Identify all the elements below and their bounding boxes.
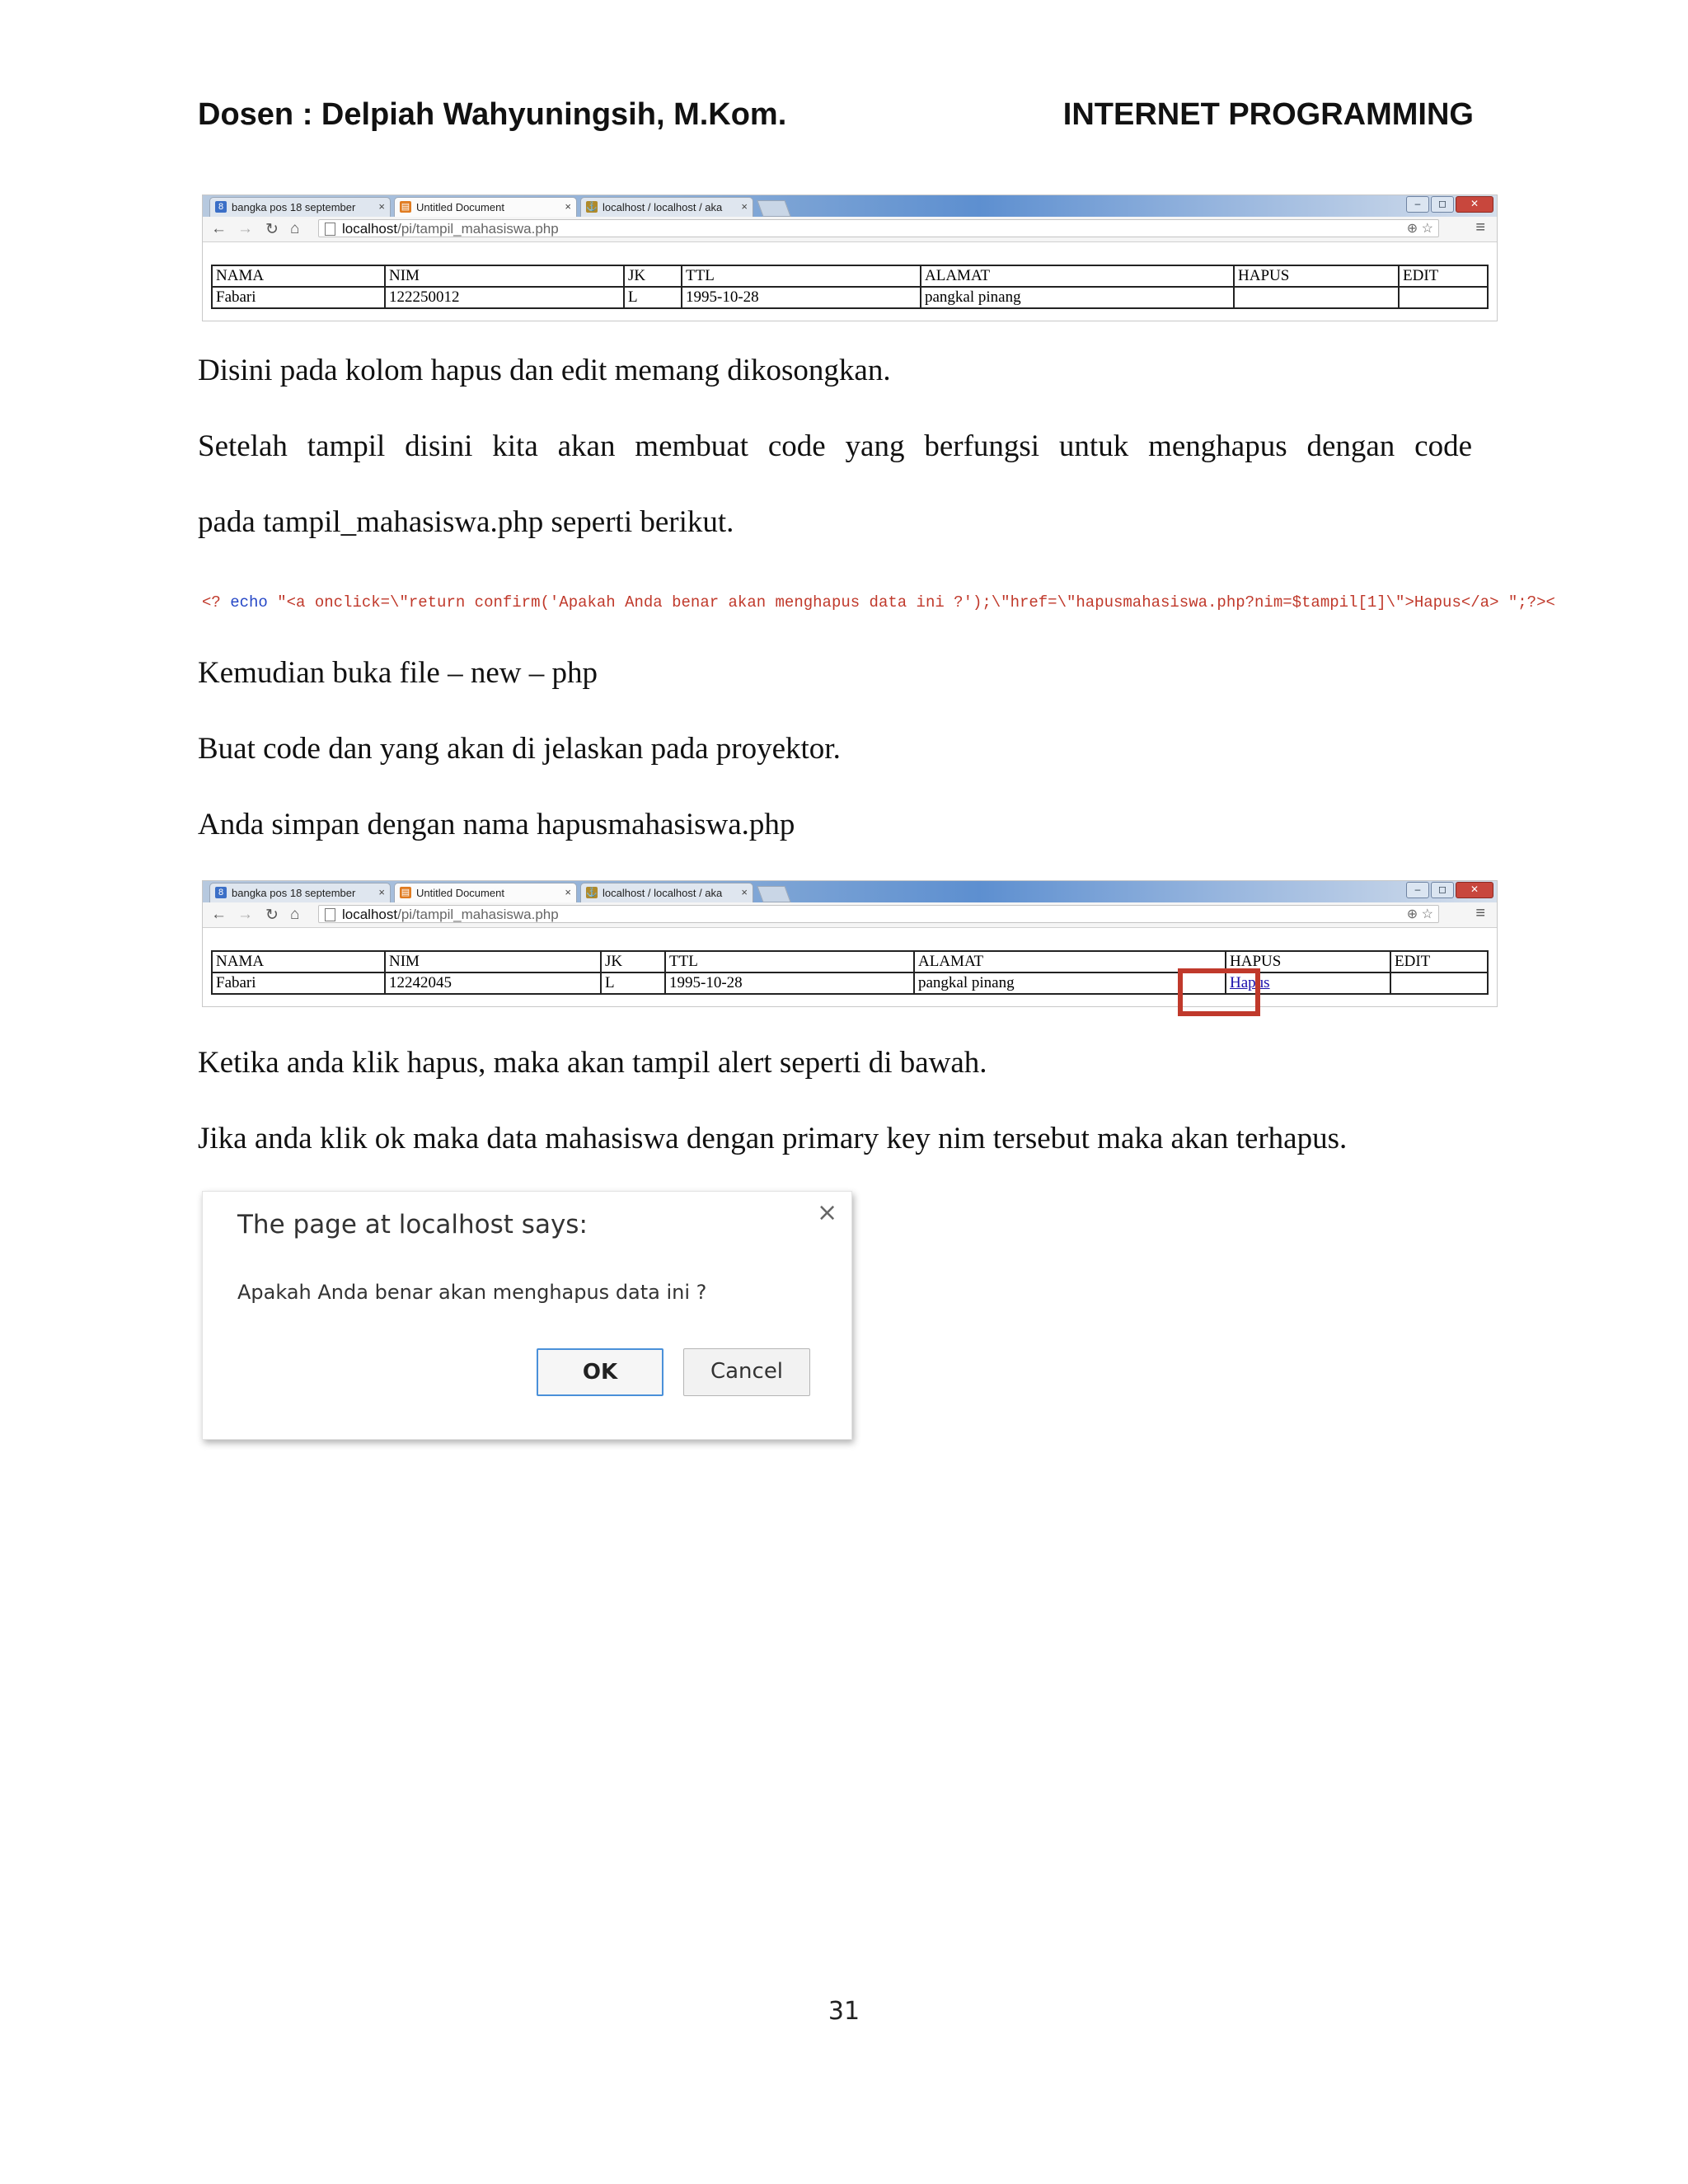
address-bar[interactable]: [318, 905, 1439, 923]
table-header: TTL: [682, 265, 921, 287]
table-header: NAMA: [212, 951, 385, 972]
table-header: TTL: [665, 951, 914, 972]
home-icon[interactable]: ⌂: [290, 220, 300, 237]
code-keyword: echo: [230, 593, 268, 612]
reload-icon[interactable]: ↻: [265, 907, 279, 924]
close-icon[interactable]: ×: [378, 200, 385, 213]
ok-button[interactable]: OK: [537, 1348, 663, 1396]
table-header: ALAMAT: [921, 265, 1234, 287]
google-icon: 8: [215, 201, 227, 213]
table-header: NIM: [385, 265, 624, 287]
document-icon: ▤: [401, 888, 410, 898]
tab-localhost[interactable]: [580, 883, 753, 902]
table-cell: 1995-10-28: [682, 287, 921, 308]
table-header: NAMA: [212, 265, 385, 287]
tab-bangka-pos[interactable]: [209, 197, 391, 217]
highlight-box: [1178, 968, 1260, 1016]
tab-strip: [203, 881, 1497, 902]
table-cell: L: [624, 287, 682, 308]
phpmyadmin-icon: ⚓: [586, 888, 598, 898]
google-icon: 8: [215, 887, 227, 898]
table-header-row: [212, 265, 1488, 287]
browser-toolbar: [203, 902, 1497, 928]
table-header: EDIT: [1399, 265, 1488, 287]
header-author: Dosen : Delpiah Wahyuningsih, M.Kom.: [198, 97, 787, 132]
browser-screenshot-1: [202, 194, 1498, 321]
browser-toolbar: [203, 217, 1497, 242]
hapus-link[interactable]: Hapus: [1230, 974, 1270, 991]
url-host: localhost: [342, 907, 398, 922]
code-open-tag: <?: [202, 593, 221, 612]
table-header: ALAMAT: [914, 951, 1226, 972]
minimize-icon[interactable]: –: [1406, 196, 1429, 213]
minimize-icon[interactable]: –: [1406, 882, 1429, 898]
mahasiswa-table-1: [211, 265, 1489, 309]
confirm-dialog: [202, 1191, 852, 1440]
table-header: JK: [624, 265, 682, 287]
url-path: /pi/tampil_mahasiswa.php: [397, 221, 559, 237]
close-icon[interactable]: ×: [565, 886, 571, 898]
tab-bangka-pos[interactable]: [209, 883, 391, 902]
table-row: [212, 972, 1488, 994]
table-header: NIM: [385, 951, 601, 972]
reload-icon[interactable]: ↻: [265, 221, 279, 238]
browser-screenshot-2: [202, 880, 1498, 1007]
document-icon: ▤: [401, 202, 410, 212]
table-header: HAPUS: [1226, 951, 1390, 972]
tab-label: localhost / localhost / aka: [603, 201, 723, 213]
table-header: HAPUS: [1234, 265, 1399, 287]
page-icon: [325, 908, 335, 921]
page-number: 31: [828, 1997, 860, 2026]
table-cell: [1399, 287, 1488, 308]
tab-untitled-document[interactable]: [394, 883, 577, 902]
paragraph-1: Disini pada kolom hapus dan edit memang dikosongkan.: [198, 354, 891, 387]
page-icon: [325, 223, 335, 236]
tab-label: bangka pos 18 september: [232, 201, 356, 213]
paragraph-7: Jika anda klik ok maka data mahasiswa dengan primary key nim tersebut maka akan terhapus.: [198, 1122, 1348, 1155]
code-snippet: [202, 593, 1555, 612]
table-cell: 1995-10-28: [665, 972, 914, 994]
zoom-star-icons[interactable]: ⊕ ☆: [1406, 907, 1433, 921]
table-cell: [1234, 287, 1399, 308]
mahasiswa-table-2: [211, 950, 1489, 995]
dialog-title: The page at localhost says:: [237, 1210, 588, 1240]
table-header: JK: [601, 951, 665, 972]
url-path: /pi/tampil_mahasiswa.php: [397, 907, 559, 922]
paragraph-6: Ketika anda klik hapus, maka akan tampil alert seperti di bawah.: [198, 1046, 987, 1080]
window-controls: [1406, 196, 1493, 213]
paragraph-2-line-2: pada tampil_mahasiswa.php seperti berikut.: [198, 505, 734, 539]
table-cell: L: [601, 972, 665, 994]
maximize-icon[interactable]: ◻: [1431, 196, 1454, 213]
menu-icon[interactable]: ≡: [1475, 904, 1485, 922]
forward-arrow-icon[interactable]: →: [237, 906, 253, 923]
tab-label: bangka pos 18 september: [232, 887, 356, 899]
tab-untitled-document[interactable]: [394, 197, 577, 217]
table-cell: [1390, 972, 1488, 994]
home-icon[interactable]: ⌂: [290, 906, 300, 923]
table-cell: 12242045: [385, 972, 601, 994]
address-bar[interactable]: [318, 219, 1439, 237]
window-close-icon[interactable]: ✕: [1456, 196, 1493, 213]
window-controls: [1406, 882, 1493, 898]
table-row: [212, 287, 1488, 308]
back-arrow-icon[interactable]: ←: [211, 220, 227, 237]
dialog-message: Apakah Anda benar akan menghapus data ini ?: [237, 1281, 707, 1304]
table-cell: Fabari: [212, 287, 385, 308]
new-tab-button[interactable]: [757, 200, 790, 217]
close-icon[interactable]: ×: [378, 886, 385, 898]
menu-icon[interactable]: ≡: [1475, 218, 1485, 237]
close-icon[interactable]: ×: [741, 200, 748, 213]
forward-arrow-icon[interactable]: →: [237, 220, 253, 237]
table-cell: pangkal pinang: [921, 287, 1234, 308]
paragraph-5: Anda simpan dengan nama hapusmahasiswa.php: [198, 808, 795, 841]
code-string: "<a onclick=\"return confirm('Apakah Anda benar akan menghapus data ini ?');\"href=\"hapusmahasiswa.php?nim=$tampil[1]\">Hapus</a> ";?><: [267, 593, 1555, 612]
close-icon[interactable]: ×: [741, 886, 748, 898]
close-icon[interactable]: ×: [565, 200, 571, 213]
table-header-row: [212, 951, 1488, 972]
cancel-button[interactable]: Cancel: [683, 1348, 810, 1396]
close-icon[interactable]: ×: [817, 1198, 838, 1227]
window-close-icon[interactable]: ✕: [1456, 882, 1493, 898]
back-arrow-icon[interactable]: ←: [211, 906, 227, 923]
tab-label: Untitled Document: [416, 201, 504, 213]
tab-label: Untitled Document: [416, 887, 504, 899]
tab-localhost[interactable]: [580, 197, 753, 217]
table-cell: 122250012: [385, 287, 624, 308]
paragraph-2-line-1: Setelah tampil disini kita akan membuat code yang berfungsi untuk menghapus dengan code: [198, 429, 1472, 463]
tab-strip: [203, 195, 1497, 217]
zoom-star-icons[interactable]: ⊕ ☆: [1406, 222, 1433, 236]
table-cell: Fabari: [212, 972, 385, 994]
paragraph-3: Kemudian buka file – new – php: [198, 656, 598, 690]
table-cell: pangkal pinang: [914, 972, 1226, 994]
new-tab-button[interactable]: [757, 886, 790, 902]
url-host: localhost: [342, 221, 398, 237]
tab-label: localhost / localhost / aka: [603, 887, 723, 899]
maximize-icon[interactable]: ◻: [1431, 882, 1454, 898]
phpmyadmin-icon: ⚓: [586, 202, 598, 212]
paragraph-4: Buat code dan yang akan di jelaskan pada proyektor.: [198, 732, 841, 766]
header-course: INTERNET PROGRAMMING: [1062, 97, 1474, 132]
table-header: EDIT: [1390, 951, 1488, 972]
